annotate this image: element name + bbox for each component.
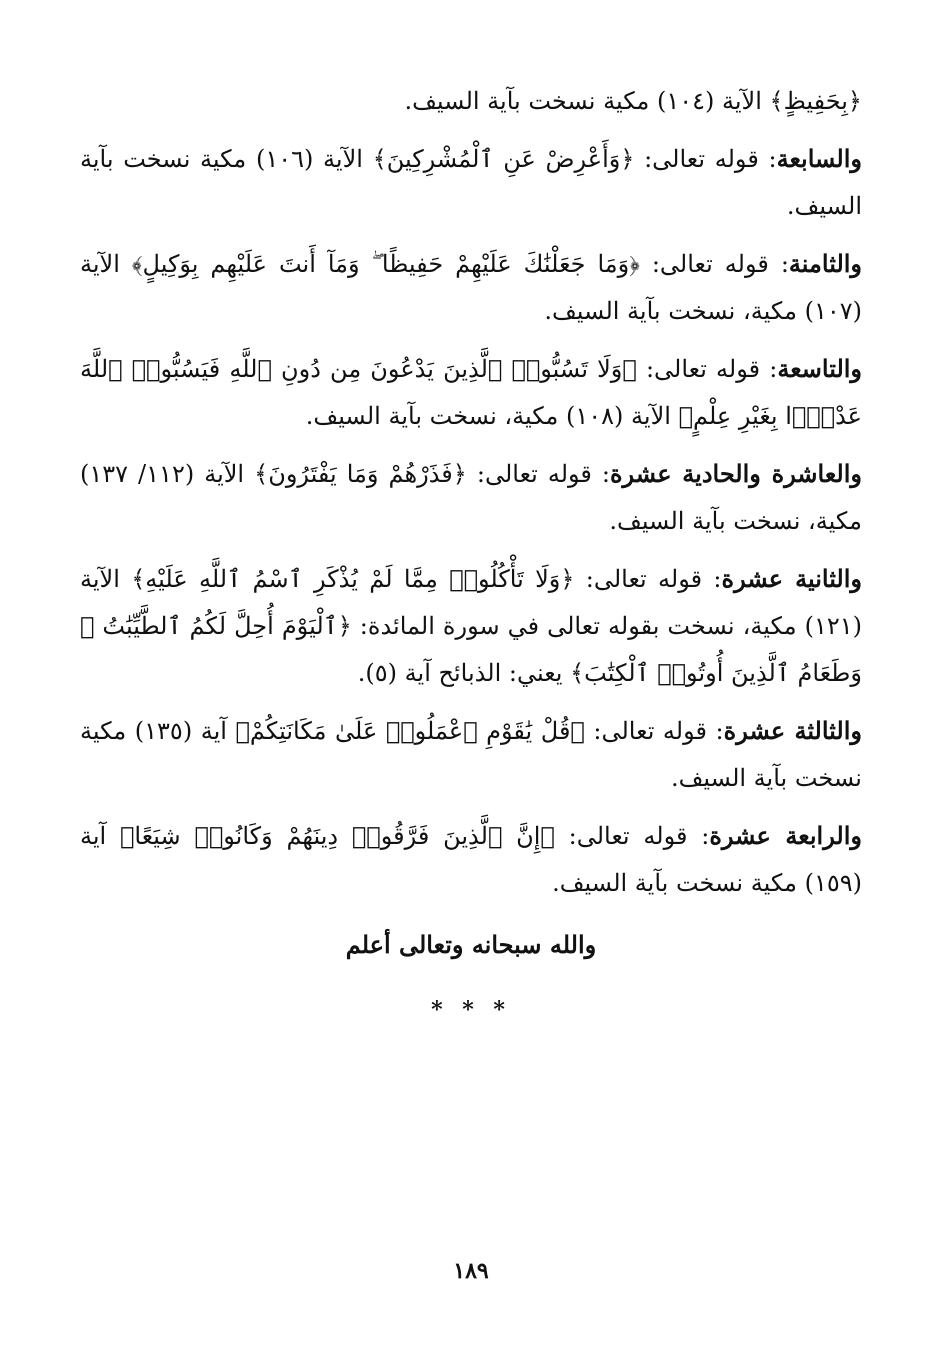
paragraph-lead: والعاشرة والحادية عشرة bbox=[609, 459, 863, 488]
paragraph-tenth-eleventh bbox=[80, 450, 862, 545]
paragraph-intro: : قوله تعالى: bbox=[574, 565, 722, 593]
section-separator: * * * bbox=[431, 997, 511, 1023]
quran-verse: ﴿وَمَا جَعَلْنَٰكَ عَلَيْهِمْ حَفِيظًا ۖ وَمَآ أَنتَ عَلَيْهِم بِوَكِيلٍ﴾ bbox=[131, 250, 640, 278]
page-number: ١٨٩ bbox=[453, 1258, 489, 1284]
paragraph-lead: والثالثة عشرة bbox=[723, 716, 862, 745]
quran-verse: ﴿وَلَا تَسُبُّوا۟ ٱلَّذِينَ يَدْعُونَ مِن دُونِ ٱللَّهِ فَيَسُبُّوا۟ ٱللَّهَ عَدْوًۢا بِغَيْرِ عِلْمٍ﴾ bbox=[80, 355, 862, 430]
paragraph-text: الآية (١٠٧) مكية، نسخت بآية السيف. bbox=[80, 250, 862, 325]
paragraph-text: الآية (١٢١) مكية، نسخت بقوله تعالى في سورة المائدة: bbox=[80, 565, 863, 640]
continuation-paragraph bbox=[80, 78, 862, 125]
paragraph-intro: : قوله تعالى: bbox=[634, 145, 777, 173]
paragraph-text: آية (١٣٥) مكية نسخت بآية السيف. bbox=[80, 717, 862, 792]
paragraph-intro: : قوله تعالى: bbox=[466, 460, 610, 488]
paragraph-lead: والثانية عشرة bbox=[721, 564, 863, 593]
quran-verse: ﴿بِحَفِيظٍ﴾ bbox=[769, 87, 862, 115]
paragraph-intro: : قوله تعالى: bbox=[639, 250, 789, 278]
quran-verse: ﴿وَأَعْرِضْ عَنِ ٱلْمُشْرِكِينَ﴾ bbox=[372, 145, 635, 173]
paragraph-text: الآية (١٠٦) مكية نسخت بآية السيف. bbox=[80, 145, 862, 220]
paragraph-eighth bbox=[80, 240, 862, 335]
quran-verse: ﴿قُلْ يَٰقَوْمِ ٱعْمَلُوا۟ عَلَىٰ مَكَانَتِكُمْ﴾ bbox=[235, 717, 585, 745]
paragraph-lead: والثامنة bbox=[788, 249, 863, 278]
paragraph-lead: والتاسعة bbox=[777, 354, 863, 383]
paragraph-text: الآية (١٠٤) مكية نسخت بآية السيف. bbox=[404, 87, 770, 115]
paragraph-seventh bbox=[80, 135, 862, 230]
closing-phrase: والله سبحانه وتعالى أعلم bbox=[345, 930, 597, 959]
paragraph-intro: : قوله تعالى: bbox=[584, 717, 724, 745]
page-body bbox=[80, 78, 862, 1034]
paragraph-text: الآية (١٠٨) مكية، نسخت بآية السيف. bbox=[305, 402, 679, 430]
paragraph-thirteenth bbox=[80, 707, 862, 802]
paragraph-text-second: يعني: الذبائح آية (٥). bbox=[357, 659, 571, 687]
paragraph-text: آية (١٥٩) مكية نسخت بآية السيف. bbox=[80, 822, 862, 897]
quran-verse-second: ﴿ٱلْيَوْمَ أُحِلَّ لَكُمُ ٱلطَّيِّبَٰتُ ۖ وَطَعَامُ ٱلَّذِينَ أُوتُوا۟ ٱلْكِتَٰبَ﴾ bbox=[80, 612, 862, 687]
quran-verse: ﴿فَذَرْهُمْ وَمَا يَفْتَرُونَ﴾ bbox=[254, 460, 467, 488]
quran-verse: ﴿إِنَّ ٱلَّذِينَ فَرَّقُوا۟ دِينَهُمْ وَكَانُوا۟ شِيَعًا﴾ bbox=[120, 822, 555, 850]
quran-verse: ﴿وَلَا تَأْكُلُوا۟ مِمَّا لَمْ يُذْكَرِ ٱسْمُ ٱللَّهِ عَلَيْهِ﴾ bbox=[131, 565, 575, 593]
paragraph-twelfth bbox=[80, 555, 862, 697]
paragraph-lead: والرابعة عشرة bbox=[709, 821, 862, 850]
paragraph-intro: : قوله تعالى: bbox=[554, 822, 710, 850]
paragraph-lead: والسابعة bbox=[776, 144, 862, 173]
paragraph-ninth bbox=[80, 345, 862, 440]
paragraph-fourteenth bbox=[80, 812, 862, 907]
paragraph-text: الآية (١١٢/ ١٣٧) مكية، نسخت بآية السيف. bbox=[80, 460, 862, 535]
paragraph-intro: : قوله تعالى: bbox=[636, 355, 778, 383]
